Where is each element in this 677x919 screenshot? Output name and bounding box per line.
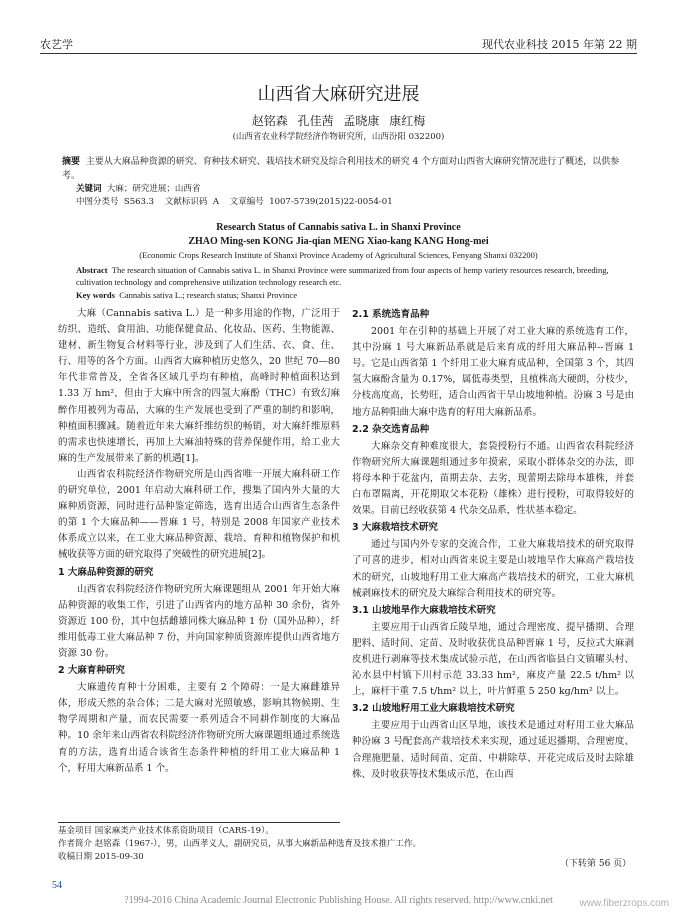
body-column-left <box>58 306 340 777</box>
subsection-heading: 3.1 山坡地旱作大麻栽培技术研究 <box>352 604 496 616</box>
journal-section: 农艺学 <box>40 38 73 51</box>
doc-code-label: 文献标识码 <box>164 197 208 207</box>
clc-label: 中图分类号 <box>76 197 119 207</box>
clc-value: S563.3 <box>123 197 155 207</box>
subsection-heading: 2.1 系统选育品种 <box>352 309 430 320</box>
abstract-cn-text: 主要从大麻品种资源的研究、育种技术研究、栽培技术研究及综合利用技术的研究 4 个方面对山西省大麻研究情况进行了概述，以供参考。 <box>62 157 620 181</box>
footnote-received: 收稿日期 2015-09-30 <box>58 852 144 862</box>
keywords-cn-text: 大麻；研究进展；山西省 <box>106 184 201 194</box>
body-paragraph: 山西省农科院经济作物研究所大麻课题组从 2001 年开始大麻品种资源的收集工作，引进了山西省内的地方品种 30 余份，省外资源近 100 份，其中包括雌雄同株大麻品种 1 份（国外品种），纤维用低毒工业大麻品种 7 份，并向国家种质资源库提供山西省地方资源 30 份。 <box>58 583 340 659</box>
keywords-en-text: Cannabis sativa L.; research status; Shanxi Province <box>119 290 297 300</box>
keywords-cn <box>76 183 616 196</box>
body-paragraph: 2001 年在引种的基础上开展了对工业大麻的系统选育工作，其中汾麻 1 号大麻新品系就是后来育成的纤用大麻品种--晋麻 1 号。它是山西省第 1 个纤用工业大麻育成品种，全国第 3 个，其四氢大麻酚含量为 0.17%，属低毒类型，且植株高大硬朗，分枝少，分枝高度高，长势旺，适合山西省干旱山坡地种植。汾麻 3 号是由地方品种阳曲大麻中选育的籽用大麻新品系。 <box>352 326 634 418</box>
page-number: 54 <box>52 880 62 891</box>
copyright-line: ?1994-2016 China Academic Journal Electronic Publishing House. All rights reserved. http://www.cnki.net <box>124 895 553 906</box>
section-heading: 2 大麻育种研究 <box>58 665 125 677</box>
watermark: www.fiberzrops.com <box>579 898 669 909</box>
doc-code-value: A <box>212 197 219 207</box>
affiliation: (山西省农业科学院经济作物研究所，山西汾阳 032200) <box>232 132 445 142</box>
footnote <box>58 822 421 864</box>
keywords-en <box>76 290 628 300</box>
keywords-cn-label: 关键词 <box>76 184 102 194</box>
body-paragraph: 通过与国内外专家的交流合作，工业大麻栽培技术的研究取得了可喜的进步，相对山西省来说主要是山坡地旱作大麻高产栽培技术的研究，山坡地籽用工业大麻高产栽培技术的研究，工业大麻机械剥麻技术的研究及大麻综合利用技术的研究等。 <box>352 539 634 599</box>
affiliation-en: (Economic Crops Research Institute of Shanxi Province Academy of Agricultural Sciences, Fenyang Shanxi 032200) <box>139 250 538 260</box>
body-paragraph: 大麻（Cannabis sativa L.）是一种多用途的作物，广泛用于纺织、造纸、食用油、功能保健食品、化妆品、医药、生物能源、建材、新生物复合材料等行业，涉及到了人们生活、衣、食、住、行、用等的各个方面。山西省大麻种植历史悠久，20 世纪 70—80 年代非常普及，全省各区域几乎均有种植，高峰时种植面积达到 1.33 万 hm²，但由于大麻中所含的四氢大麻酚（THC）有致幻麻醉作用被列为毒品，大麻的生产发展也受到了严重的制约和影响，种植面积骤减。随着近年来大麻纤维纺织的畅销，对大麻纤维原料的需求也快速增长，再加上大麻油特殊的营养保健作用，给工业大麻的生产发展带来了新的机遇[1]。 <box>58 308 340 464</box>
abstract-cn-label: 摘要 <box>62 157 81 167</box>
footnote-funding: 基金项目 国家麻类产业技术体系资助项目（CARS-19）。 <box>58 826 274 836</box>
abstract-en-label: Abstract <box>76 265 108 275</box>
body-paragraph: 大麻遗传育种十分困难，主要有 2 个障碍：一是大麻雌雄异体，形成天然的杂合体；二是大麻对光照敏感，影响其物候期、生物学周期和产量，而农民需要一系列适合不同耕作制度的大麻品种。10 余年来山西省农科院经济作物研究所大麻课题组通过系统选育的方法，选育出适合该省生态条件种植的纤用工业大麻品种 1 个，籽用大麻新品系 1 个。 <box>58 682 340 774</box>
classification-line <box>76 196 616 209</box>
body-column-right <box>352 306 634 783</box>
author-list: 赵铭森 孔佳茜 孟晓康 康红梅 <box>251 114 426 128</box>
body-paragraph: 山西省农科院经济作物研究所是山西省唯一开展大麻科研工作的研究单位，2001 年启动大麻科研工作，搜集了国内外大量的大麻种质资源，同时进行品种鉴定筛选，选育出适合山西省生态条件的第 1 个大麻品种——晋麻 1 号，特别是 2008 年国家产业技术体系成立以来，在工业大麻品种资源、栽培、育种和植物保护和机械收获等方面的研究取得了突破性的研究进展[2]。 <box>58 468 340 561</box>
body-paragraph: 大麻杂交育种难度很大，套袋授粉行不通。山西省农科院经济作物研究所大麻课题组通过多年摸索，采取小群体杂交的办法，即将母本种于花盆内，苗期去杂、去劣，现蕾期去除母本雄株，并套白布罩隔离，开花期取父本花粉（雄株）进行授粉，可取得较好的效果。目前已经收获第 4 代杂交品系，性状基本稳定。 <box>352 440 634 517</box>
article-no-label: 文章编号 <box>229 197 264 207</box>
keywords-en-label: Key words <box>76 290 115 300</box>
section-heading: 1 大麻品种资源的研究 <box>58 566 154 578</box>
title-en: Research Status of Cannabis sativa L. in Shanxi Province <box>216 222 461 233</box>
body-paragraph: 主要应用于山西省山区旱地，该技术是通过对籽用工业大麻品种汾麻 3 号配套高产栽培技术来实现，通过延迟播期、合理密度、合理施肥量、适时间苗、定苗、中耕除草、开花完成后及时去除雄株、及时收获等技术集成示范，在山西 <box>352 720 634 780</box>
section-heading: 3 大麻栽培技术研究 <box>352 522 438 534</box>
abstract-en <box>76 264 628 288</box>
abstract-cn <box>62 155 622 183</box>
body-paragraph: 主要应用于山西省丘陵旱地，通过合理密度、提早播期、合理肥料、适时间、定苗、及时收获优良品种晋麻 1 号，反拉式大麻剥皮机进行剥麻等技术集成试验示范，在山西省临县白文镇曜头村、沁水县中村镇下川村示范 33.33 hm²，麻皮产量 22.5 t/hm² 以上，麻杆干重 7.5 t/hm² 以上，叶片鲜重 5 250 kg/hm² 以上。 <box>352 621 634 698</box>
abstract-en-text: The research situation of Cannabis sativa L. in Shanxi Province were summarized from four aspects of hemp variety resources research, breeding, cultivation technology and comprehensive utilization technology research etc. <box>76 265 609 287</box>
subsection-heading: 2.2 杂交选育品种 <box>352 423 430 435</box>
paper-title: 山西省大麻研究进展 <box>257 84 420 105</box>
footnote-author: 作者简介 赵铭森（1967-），男，山西孝义人，副研究员，从事大麻新品种选育及技术推广工作。 <box>58 839 421 849</box>
article-no-value: 1007-5739(2015)22-0054-01 <box>269 197 393 207</box>
running-head <box>40 36 637 54</box>
subsection-heading: 3.2 山坡地籽用工业大麻栽培技术研究 <box>352 703 515 715</box>
journal-issue: 现代农业科技 2015 年第 22 期 <box>482 38 637 51</box>
authors-en: ZHAO Ming-sen KONG Jia-qian MENG Xiao-kang KANG Hong-mei <box>188 236 489 247</box>
continued-note: （下转第 56 页） <box>560 859 632 869</box>
